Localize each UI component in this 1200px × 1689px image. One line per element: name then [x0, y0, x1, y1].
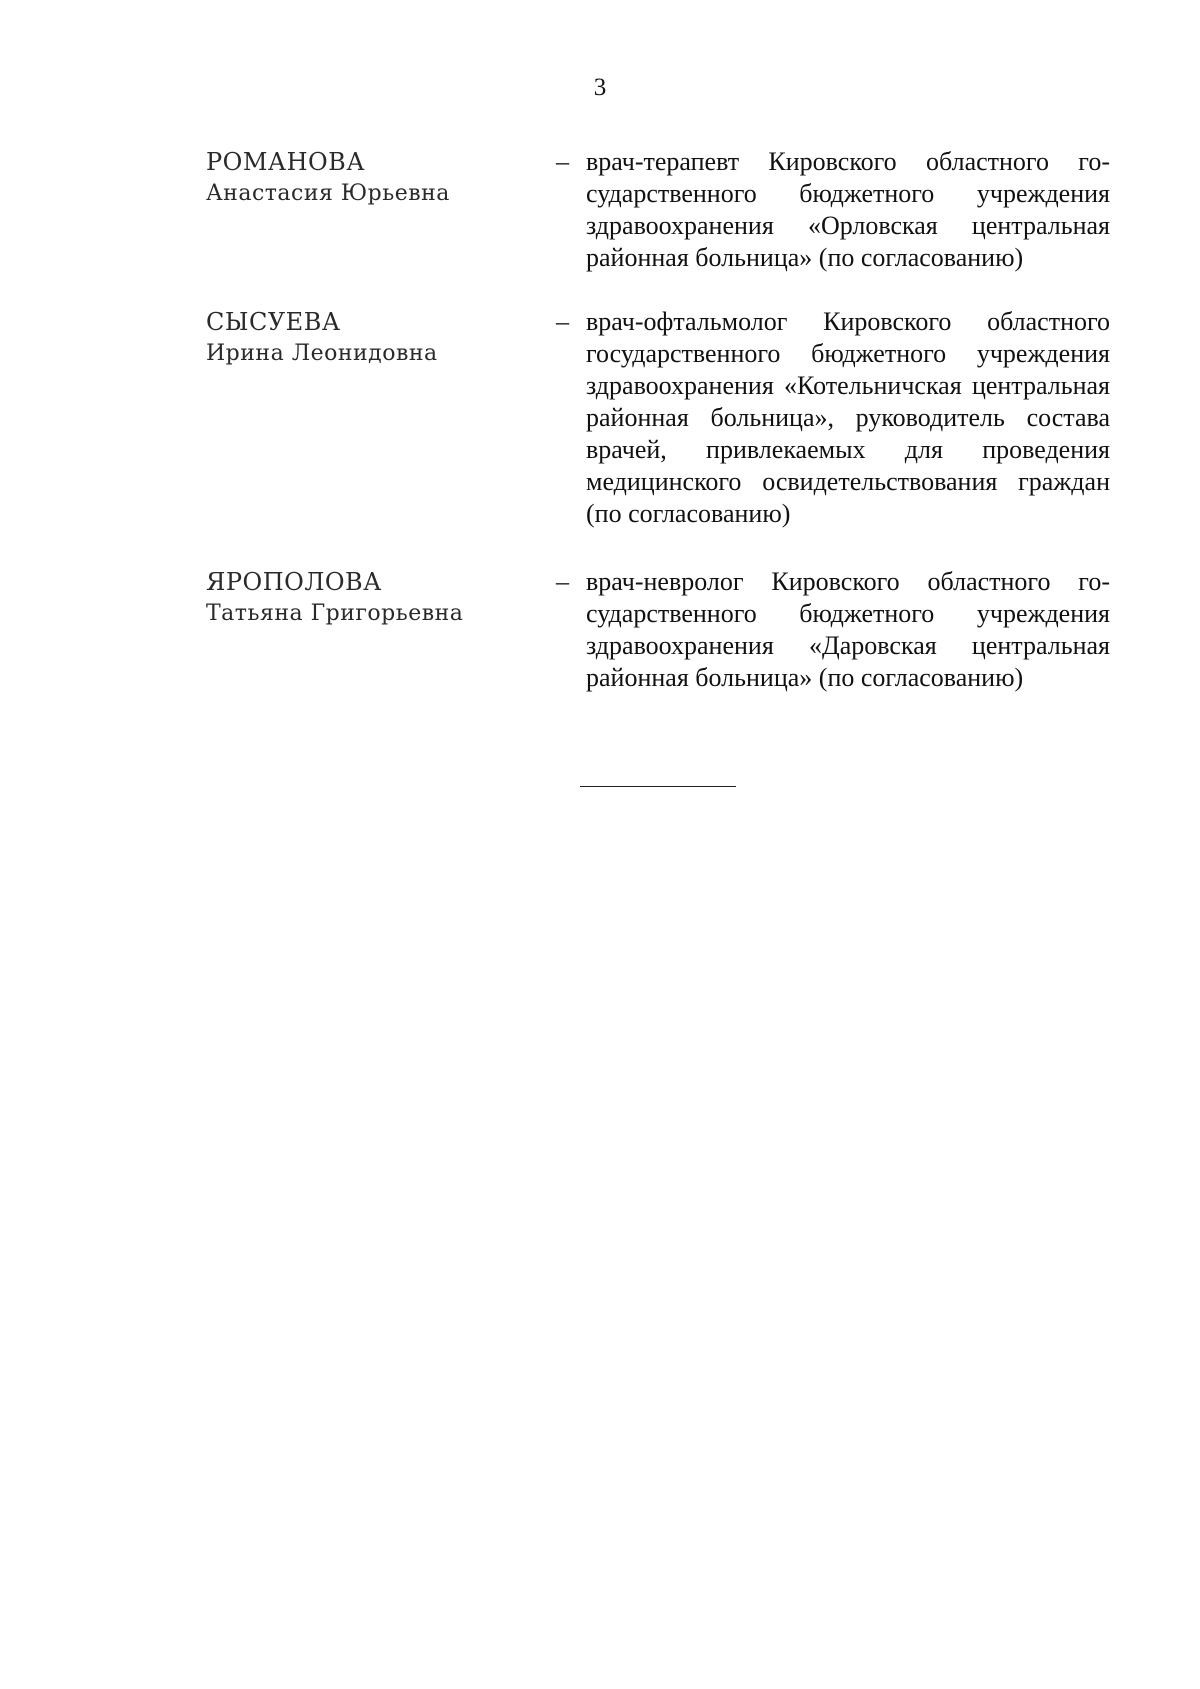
member-name: [206, 306, 506, 370]
page-number: 3: [593, 74, 607, 101]
member-given-names: Ирина Леонидовна: [206, 341, 438, 366]
member-description: врач-терапевт Кировского областного государственного бюджетного учреждения здравоохранения «Орловская центральная районная больница» (по согласованию): [586, 147, 1110, 272]
entry-dash: –: [556, 147, 569, 176]
member-description: врач-невролог Кировского областного государственного бюджетного учреждения здравоохранения «Даровская центральная районная больница» (по согласованию): [586, 567, 1110, 692]
member-given-names: Татьяна Григорьевна: [206, 601, 464, 626]
entry-dash: –: [556, 307, 569, 336]
member-surname: СЫСУЕВА: [206, 308, 341, 336]
member-name: [206, 566, 506, 630]
member-given-names: Анастасия Юрьевна: [206, 181, 450, 206]
closing-divider-line: [580, 786, 736, 787]
member-surname: ЯРОПОЛОВА: [206, 568, 382, 596]
member-description: врач-офтальмолог Кировского областного государственного бюджетного учреждения здравоохранения «Котельничская центральная районная больница», руководитель состава врачей, привлекаемых для проведения медицинского освидетельствования граждан (по согласованию): [586, 307, 1110, 528]
entry-dash: –: [556, 567, 569, 596]
member-surname: РОМАНОВА: [206, 148, 365, 176]
member-name: [206, 146, 506, 210]
